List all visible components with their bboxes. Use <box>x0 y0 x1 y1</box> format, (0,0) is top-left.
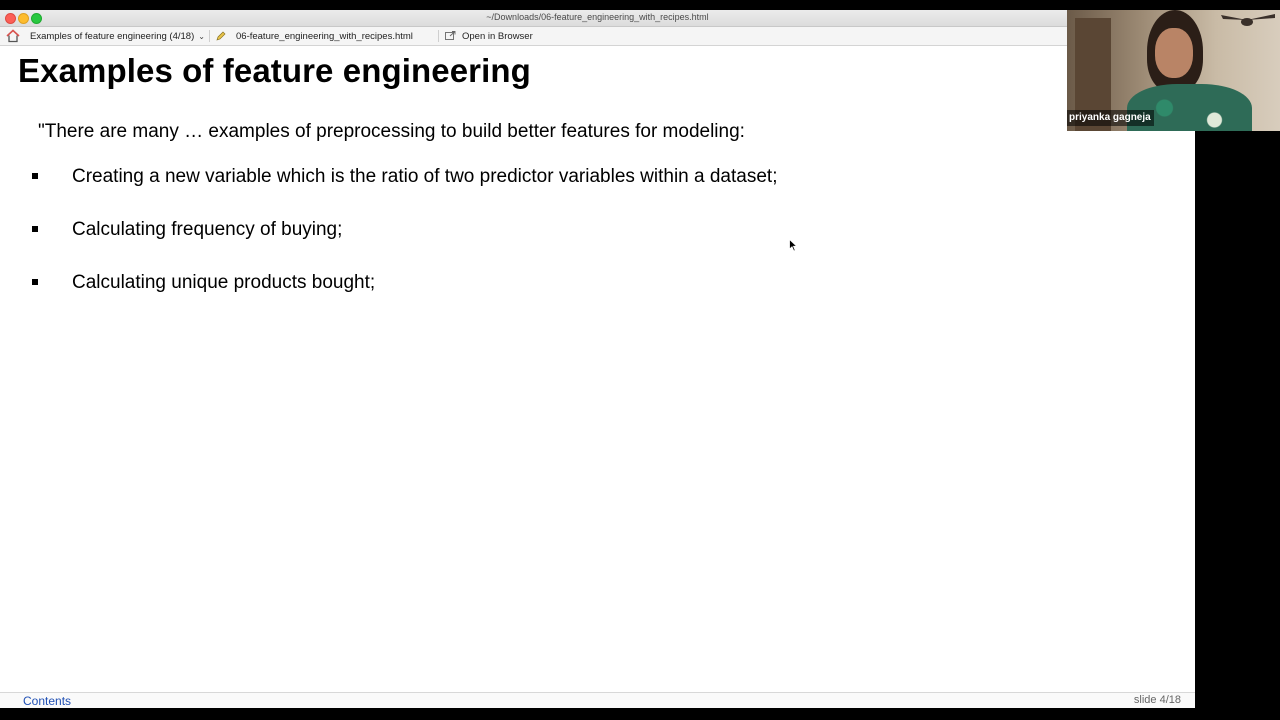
viewer-window <box>0 10 1195 708</box>
cursor-icon <box>789 239 798 252</box>
file-name-label: 06-feature_engineering_with_recipes.html <box>236 30 413 42</box>
file-name-item[interactable] <box>216 29 413 43</box>
chevron-down-icon: ⌄ <box>198 31 205 41</box>
title-bar <box>0 10 1195 27</box>
slide-intro-text: "There are many … examples of preprocessing to build better features for modeling: <box>38 121 745 142</box>
ceiling-fan <box>1217 12 1277 40</box>
bullet-marker <box>32 226 38 232</box>
participant-name-tag: priyanka gagneja <box>1067 110 1154 126</box>
bullet-text: Calculating frequency of buying; <box>72 219 343 240</box>
home-icon[interactable] <box>6 29 20 43</box>
slide-selector-label: Examples of feature engineering (4/18) <box>30 30 195 42</box>
slide-content <box>0 46 1195 691</box>
contents-link[interactable]: Contents <box>23 694 72 708</box>
window-title: ~/Downloads/06-feature_engineering_with_recipes.html <box>486 12 709 22</box>
slide-counter: slide 4/18 <box>1133 694 1181 706</box>
bullet-text: Calculating unique products bought; <box>72 272 376 293</box>
slide-footer <box>0 692 1195 708</box>
webcam-video-tile[interactable] <box>1067 10 1280 131</box>
toolbar-divider <box>209 30 210 42</box>
slide-title: Examples of feature engineering <box>18 52 531 89</box>
bullet-marker <box>32 173 38 179</box>
open-in-browser-button[interactable] <box>445 29 533 43</box>
participant-face <box>1155 28 1193 78</box>
bullet-text: Creating a new variable which is the ratio of two predictor variables within a dataset; <box>72 166 778 187</box>
pencil-icon <box>216 31 226 41</box>
viewer-toolbar <box>0 27 1195 46</box>
browser-icon <box>445 31 456 41</box>
open-in-browser-label: Open in Browser <box>462 30 533 42</box>
toolbar-divider <box>438 30 439 42</box>
slide-selector-dropdown[interactable] <box>30 29 205 43</box>
bullet-marker <box>32 279 38 285</box>
